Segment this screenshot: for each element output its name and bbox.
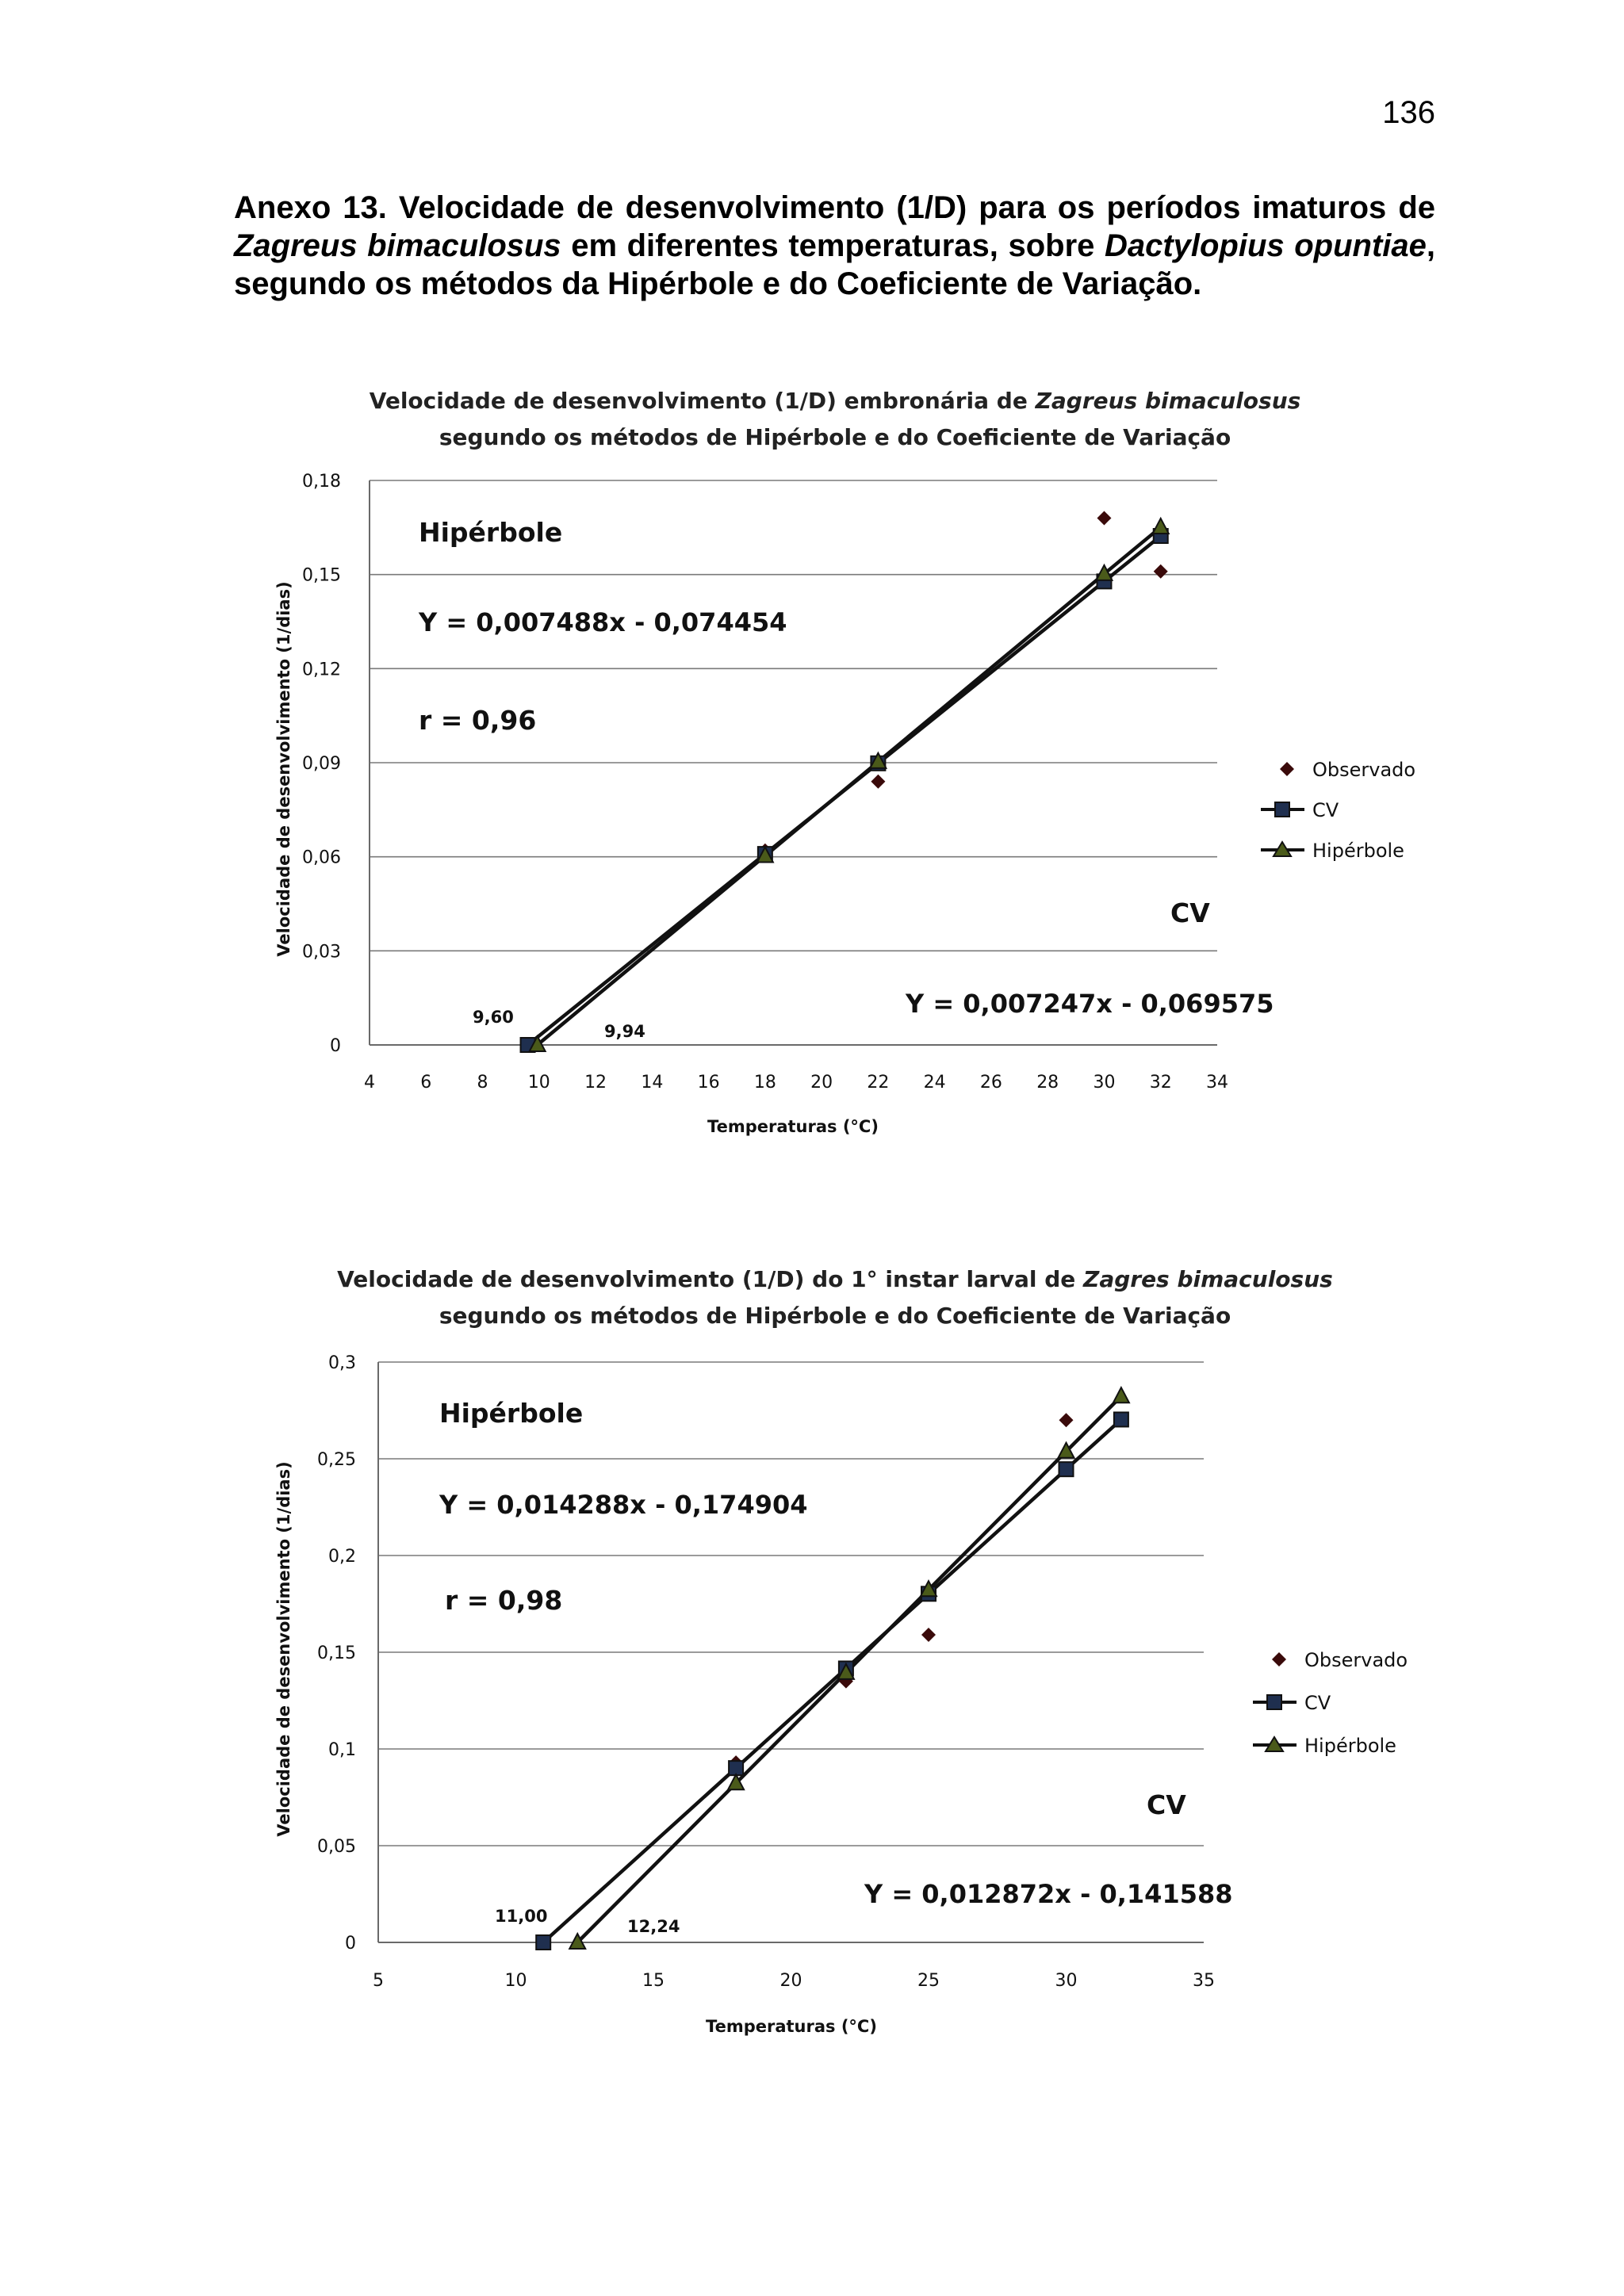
x-tick-label: 10 (527, 1073, 550, 1093)
cv-intercept-label: 11,00 (495, 1907, 548, 1926)
series-lines (543, 1396, 1121, 1942)
observado-point (921, 1628, 936, 1642)
grid-lines (378, 1362, 1204, 1942)
observado-point (1097, 511, 1111, 525)
legend-cv-label: CV (1304, 1692, 1331, 1714)
cv-label: CV (1170, 897, 1210, 928)
x-tick-label: 26 (979, 1073, 1002, 1093)
caption-suffix: , segundo os métodos da Hipérbole e do Coeficiente de Variação. (234, 228, 1435, 301)
x-tick-label: 4 (364, 1073, 375, 1093)
hiperbole-intercept-label: 9,94 (604, 1022, 645, 1041)
x-tick-label: 18 (753, 1073, 776, 1093)
legend-observado-label: Observado (1312, 759, 1416, 781)
y-tick-label: 0,03 (302, 942, 341, 962)
observado-point (1154, 564, 1168, 579)
hiperbole-intercept-label: 12,24 (627, 1917, 680, 1936)
y-tick-label: 0 (330, 1036, 341, 1056)
y-tick-label: 0,05 (317, 1837, 356, 1857)
observado-point (1059, 1413, 1074, 1427)
cv-point (536, 1935, 550, 1950)
caption-prefix: Anexo 13. Velocidade de desenvolvimento (1/D) para os períodos imaturos de (234, 190, 1435, 225)
legend-cv-marker (1275, 802, 1289, 817)
legend (1261, 759, 1415, 862)
x-tick-label: 35 (1193, 1971, 1215, 1991)
x-tick-labels (373, 1971, 1215, 1991)
legend-hiperbole-label: Hipérbole (1304, 1735, 1396, 1757)
grid-lines (370, 480, 1217, 1045)
y-tick-label: 0,12 (302, 660, 341, 680)
cv-equation: Y = 0,007247x - 0,069575 (906, 989, 1274, 1019)
y-tick-label: 0,06 (302, 848, 341, 868)
x-tick-label: 20 (779, 1971, 802, 1991)
hiperbole-label: Hipérbole (419, 517, 563, 548)
y-tick-label: 0,15 (302, 565, 341, 586)
cv-equation: Y = 0,012872x - 0,141588 (864, 1879, 1233, 1909)
hiperbole-point (1113, 1387, 1129, 1402)
x-tick-label: 32 (1149, 1073, 1172, 1093)
x-tick-label: 12 (584, 1073, 607, 1093)
y-axis-label: Velocidade de desenvolvimento (1/dias) (274, 581, 293, 957)
x-tick-label: 6 (420, 1073, 432, 1093)
x-tick-label: 34 (1206, 1073, 1228, 1093)
x-tick-label: 20 (810, 1073, 833, 1093)
caption-middle: em diferentes temperaturas, sobre (561, 228, 1105, 263)
hiperbole-point (1153, 519, 1169, 534)
y-tick-label: 0,15 (317, 1644, 356, 1663)
x-tick-label: 8 (477, 1073, 488, 1093)
x-tick-label: 14 (641, 1073, 664, 1093)
x-tick-labels (364, 1073, 1228, 1093)
data-markers (536, 1387, 1129, 1950)
x-tick-label: 16 (697, 1073, 720, 1093)
y-axis-label: Velocidade de desenvolvimento (1/dias) (274, 1461, 293, 1837)
legend (1253, 1649, 1408, 1757)
y-tick-label: 0,2 (328, 1547, 356, 1567)
x-tick-label: 30 (1093, 1073, 1116, 1093)
legend-observado-marker (1280, 762, 1294, 776)
x-tick-label: 24 (923, 1073, 946, 1093)
y-tick-label: 0,09 (302, 754, 341, 774)
series-lines (528, 527, 1161, 1045)
caption-species-2: Dactylopius opuntiae (1104, 228, 1427, 263)
first-instar-development-chart (0, 1245, 1624, 2053)
x-axis-label: Temperaturas (°C) (706, 2017, 877, 2036)
correlation-label: r = 0,96 (419, 705, 537, 736)
y-tick-labels (302, 472, 341, 1056)
observado-point (871, 775, 885, 789)
cv-intercept-label: 9,60 (473, 1008, 514, 1027)
legend-hiperbole-label: Hipérbole (1312, 840, 1404, 862)
legend-observado-marker (1272, 1652, 1286, 1667)
legend-cv-label: CV (1312, 799, 1339, 821)
hiperbole-equation: Y = 0,014288x - 0,174904 (439, 1490, 808, 1520)
y-tick-label: 0 (345, 1934, 356, 1954)
cv-label: CV (1147, 1789, 1186, 1820)
embryonic-development-chart (0, 365, 1624, 1158)
legend-observado-label: Observado (1304, 1649, 1408, 1671)
hiperbole-equation: Y = 0,007488x - 0,074454 (419, 607, 787, 637)
y-tick-label: 0,25 (317, 1450, 356, 1470)
figure-caption (234, 189, 1435, 303)
chart-title-line1: Velocidade de desenvolvimento (1/D) do 1° instar larval de Zagres bimaculosus (337, 1266, 1333, 1292)
chart-title-line2: segundo os métodos de Hipérbole e do Coeficiente de Variação (439, 1303, 1231, 1329)
y-tick-label: 0,3 (328, 1353, 356, 1373)
chart-title-line1: Velocidade de desenvolvimento (1/D) embronária de Zagreus bimaculosus (369, 388, 1301, 414)
x-tick-label: 28 (1036, 1073, 1059, 1093)
x-tick-label: 25 (917, 1971, 940, 1991)
x-tick-label: 22 (867, 1073, 890, 1093)
cv-point (1059, 1462, 1074, 1476)
x-tick-label: 10 (504, 1971, 527, 1991)
hiperbole-series-line (538, 527, 1161, 1045)
y-tick-label: 0,1 (328, 1740, 356, 1760)
x-axis-label: Temperaturas (°C) (707, 1117, 879, 1136)
cv-point (1114, 1412, 1128, 1426)
y-tick-labels (317, 1353, 356, 1954)
y-tick-label: 0,18 (302, 472, 341, 492)
hiperbole-label: Hipérbole (439, 1398, 584, 1429)
x-tick-label: 30 (1055, 1971, 1078, 1991)
chart-title-line2: segundo os métodos de Hipérbole e do Coeficiente de Variação (439, 424, 1231, 450)
x-tick-label: 15 (642, 1971, 665, 1991)
correlation-label: r = 0,98 (445, 1585, 563, 1616)
x-tick-label: 5 (373, 1971, 384, 1991)
legend-cv-marker (1267, 1695, 1281, 1709)
page-number: 136 (1382, 95, 1435, 130)
caption-species-1: Zagreus bimaculosus (234, 228, 561, 263)
